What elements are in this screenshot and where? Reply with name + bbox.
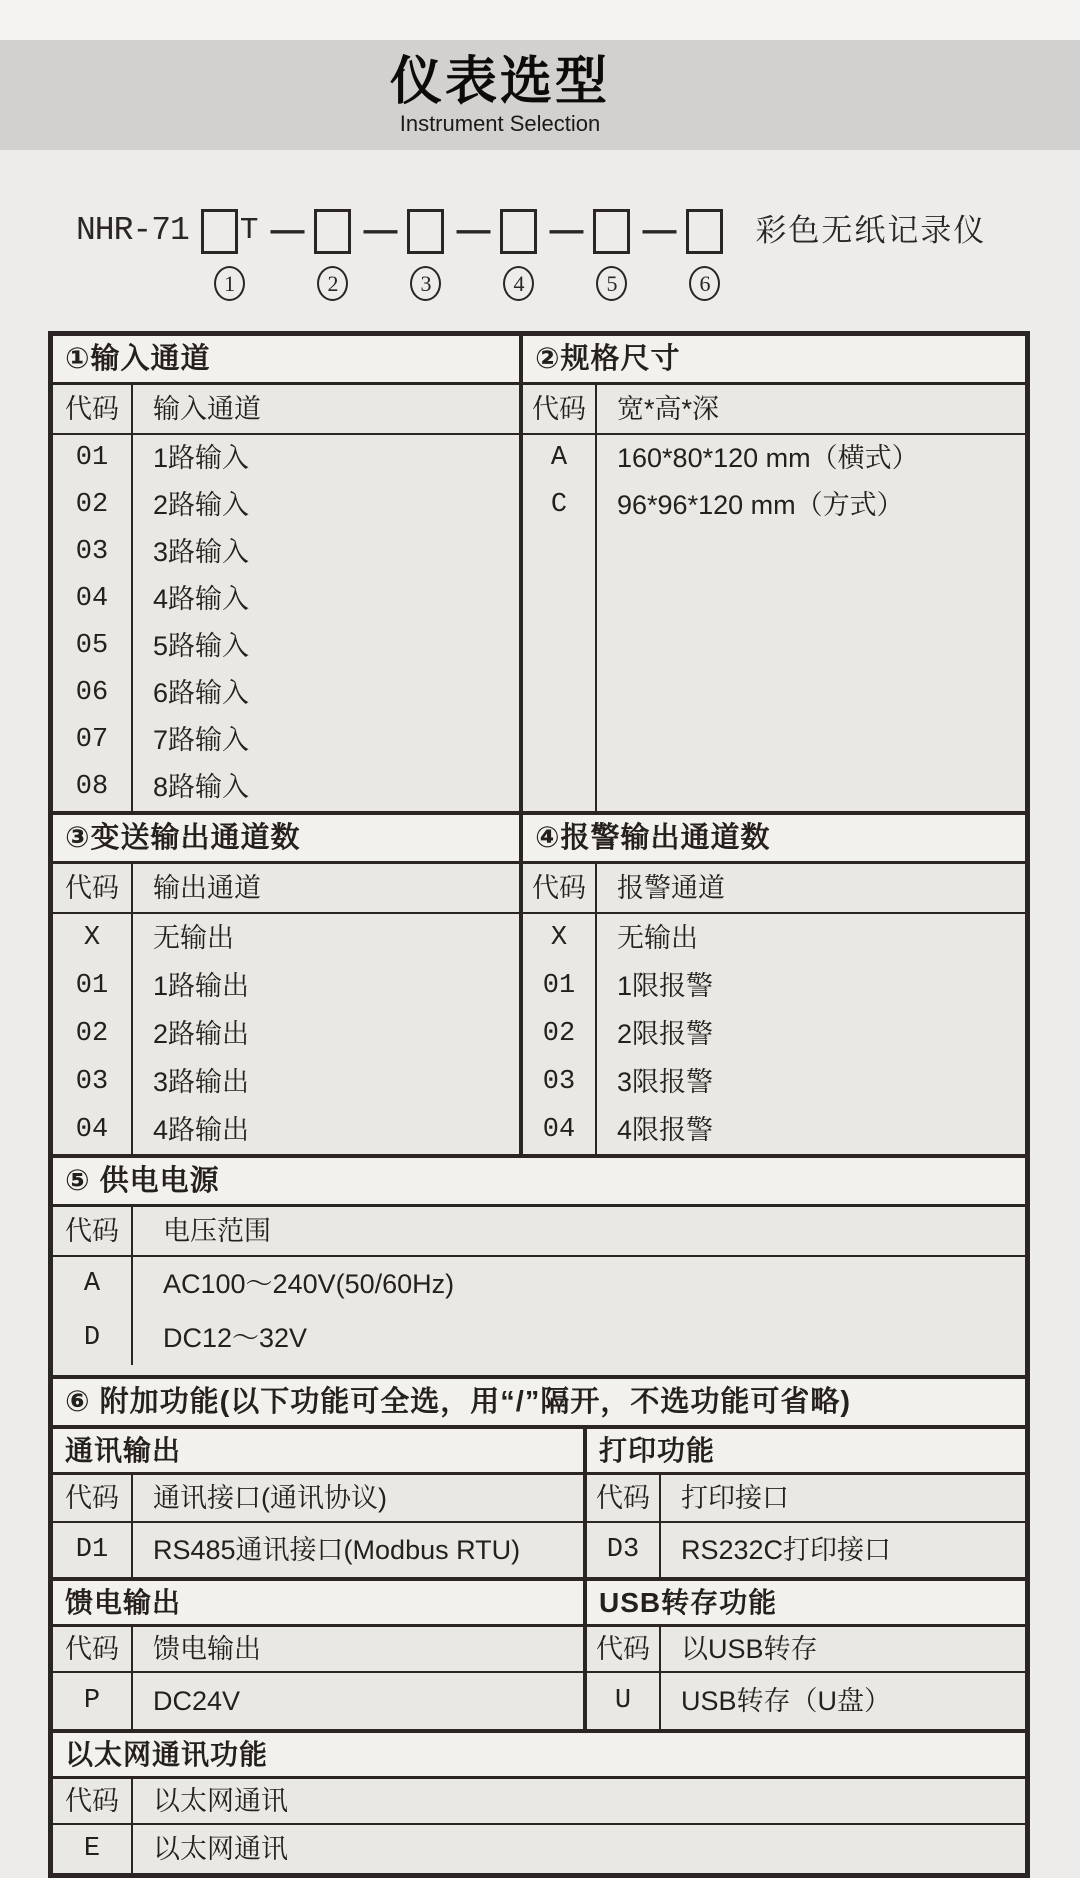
table-cell-code: 01 xyxy=(542,971,576,1001)
model-segment-6 xyxy=(686,208,723,301)
section-title-additional-functions: ⑥ 附加功能(以下功能可全选，用“/”隔开，不选功能可省略) xyxy=(53,1379,1025,1425)
table-cell-desc: 1路输出 xyxy=(153,971,250,1001)
table-cell-desc: 以太网通讯 xyxy=(153,1834,288,1864)
table-cell-desc: 4路输入 xyxy=(153,584,250,614)
table-cell-code: P xyxy=(83,1686,101,1716)
model-code-box-4 xyxy=(500,209,537,254)
table-cell-code: 03 xyxy=(75,537,109,567)
table-cell-code: 01 xyxy=(75,971,109,1001)
dash-separator: — xyxy=(549,211,582,249)
table-cell-desc: 5路输入 xyxy=(153,631,250,661)
table-cell-desc: 2路输出 xyxy=(153,1019,250,1049)
top-strip xyxy=(0,0,1080,40)
column-header-desc: 宽*高*深 xyxy=(617,394,720,424)
column-header-desc: 输入通道 xyxy=(153,394,261,424)
position-circle-3: 3 xyxy=(410,266,441,301)
table-cell-code: D1 xyxy=(75,1535,109,1565)
model-segment-4 xyxy=(500,208,537,301)
subsection-title-feed-output: 馈电输出 xyxy=(53,1581,583,1627)
table-cell-desc: USB转存（U盘） xyxy=(681,1686,892,1716)
data-comm-output xyxy=(53,1523,583,1577)
table-cell-desc: RS232C打印接口 xyxy=(681,1535,892,1565)
subsection-comm-output xyxy=(53,1429,587,1577)
table-cell-desc: AC100～240V(50/60Hz) xyxy=(163,1269,455,1299)
table-cell-desc: 2限报警 xyxy=(617,1019,714,1049)
subheader-alarm xyxy=(523,864,1025,914)
table-cell-desc: 3路输入 xyxy=(153,537,250,567)
subheader-dimensions xyxy=(523,385,1025,435)
subheader-feed xyxy=(53,1627,583,1673)
data-feed-output xyxy=(53,1673,583,1729)
table-cell-desc: 6路输入 xyxy=(153,678,250,708)
table-cell-desc: 3路输出 xyxy=(153,1067,250,1097)
position-circle-6: 6 xyxy=(689,266,720,301)
column-header-code: 代码 xyxy=(587,1475,661,1521)
model-segment-5 xyxy=(593,208,630,301)
table-cell-code: 04 xyxy=(75,1115,109,1145)
table-cell-desc: RS485通讯接口(Modbus RTU) xyxy=(153,1535,521,1565)
subsection-usb-function xyxy=(587,1581,1025,1729)
position-circle-4: 4 xyxy=(503,266,534,301)
subsection-title-print-function: 打印功能 xyxy=(587,1429,1025,1475)
table-cell-desc: 无输出 xyxy=(153,923,234,953)
table-cell-desc: 2路输入 xyxy=(153,490,250,520)
data-ethernet-function xyxy=(53,1825,1025,1873)
column-header-code: 代码 xyxy=(587,1627,661,1671)
table-cell-desc: 3限报警 xyxy=(617,1067,714,1097)
data-power-supply xyxy=(53,1257,1025,1375)
subsection-feed-output xyxy=(53,1581,587,1729)
section-alarm-output xyxy=(523,815,1025,1154)
column-header-desc: 以USB转存 xyxy=(681,1634,818,1664)
table-cell-code: U xyxy=(614,1686,632,1716)
table-cell-code: 01 xyxy=(75,443,109,473)
dash-separator: — xyxy=(270,211,303,249)
table-cell-code: 02 xyxy=(75,1019,109,1049)
table-cell-desc: 1限报警 xyxy=(617,971,714,1001)
subsection-title-comm-output: 通讯输出 xyxy=(53,1429,583,1475)
column-header-desc: 报警通道 xyxy=(617,873,725,903)
model-box1-suffix: T xyxy=(239,213,259,248)
position-circle-5: 5 xyxy=(596,266,627,301)
table-cell-code: 02 xyxy=(542,1019,576,1049)
subsection-title-ethernet-function: 以太网通讯功能 xyxy=(53,1733,1025,1779)
data-transmit-output xyxy=(53,914,519,1154)
section-additional-functions xyxy=(53,1375,1025,1425)
page-title: 仪表选型 xyxy=(389,52,610,111)
table-cell-code: 05 xyxy=(75,631,109,661)
table-cell-code: X xyxy=(83,923,101,953)
table-cell-code: D3 xyxy=(606,1535,640,1565)
section-input-channels xyxy=(53,336,523,811)
data-input-channels xyxy=(53,435,519,811)
table-cell-code: 04 xyxy=(542,1115,576,1145)
dash-separator: — xyxy=(456,211,489,249)
subheader-transmit xyxy=(53,864,519,914)
table-cell-desc: 4路输出 xyxy=(153,1115,250,1145)
column-header-code: 代码 xyxy=(53,1779,133,1823)
table-cell-desc: 7路输入 xyxy=(153,725,250,755)
column-header-code: 代码 xyxy=(523,864,597,912)
column-header-code: 代码 xyxy=(53,1627,133,1671)
model-code-box-6 xyxy=(686,209,723,254)
table-cell-desc: DC12～32V xyxy=(163,1323,308,1353)
table-cell-desc: 160*80*120 mm（横式） xyxy=(617,443,919,473)
model-segment-1 xyxy=(201,208,259,301)
table-cell-code: 08 xyxy=(75,772,109,802)
band-comm-and-print xyxy=(53,1425,1025,1577)
data-dimensions xyxy=(523,435,1025,811)
table-cell-code: 03 xyxy=(542,1067,576,1097)
table-cell-code: C xyxy=(550,490,568,520)
model-prefix: NHR-71 xyxy=(76,212,189,249)
column-header-desc: 通讯接口(通讯协议) xyxy=(153,1483,387,1513)
column-header-desc: 输出通道 xyxy=(153,873,261,903)
model-code-box-5 xyxy=(593,209,630,254)
column-header-code: 代码 xyxy=(53,385,133,433)
section-title-transmit-output: ③变送输出通道数 xyxy=(53,815,519,864)
column-header-desc: 电压范围 xyxy=(163,1216,271,1246)
position-circle-1: 1 xyxy=(214,266,245,301)
product-name: 彩色无纸记录仪 xyxy=(755,213,987,248)
data-usb-function xyxy=(587,1673,1025,1729)
model-code-box-1 xyxy=(201,209,238,254)
column-header-code: 代码 xyxy=(523,385,597,433)
column-header-code: 代码 xyxy=(53,1475,133,1521)
table-cell-code: A xyxy=(83,1269,101,1299)
subsection-title-usb-function: USB转存功能 xyxy=(587,1581,1025,1627)
model-segment-2 xyxy=(314,208,351,301)
table-cell-desc: 无输出 xyxy=(617,923,698,953)
section-power-supply xyxy=(53,1154,1025,1375)
subsection-ethernet-function xyxy=(53,1729,1025,1873)
table-cell-code: 03 xyxy=(75,1067,109,1097)
page-header-banner xyxy=(0,40,1080,150)
column-header-desc: 以太网通讯 xyxy=(153,1786,288,1816)
section-title-dimensions: ②规格尺寸 xyxy=(523,336,1025,385)
section-transmit-output xyxy=(53,815,523,1154)
section-dimensions xyxy=(523,336,1025,811)
model-segment-3 xyxy=(407,208,444,301)
section-title-input-channels: ①输入通道 xyxy=(53,336,519,385)
section-title-alarm-output: ④报警输出通道数 xyxy=(523,815,1025,864)
band-input-and-size xyxy=(53,336,1025,811)
data-print-function xyxy=(587,1523,1025,1577)
table-cell-code: A xyxy=(550,443,568,473)
column-header-desc: 打印接口 xyxy=(681,1483,789,1513)
selection-table xyxy=(48,331,1030,1878)
position-circle-2: 2 xyxy=(317,266,348,301)
subsection-print-function xyxy=(587,1429,1025,1577)
model-code-box-2 xyxy=(314,209,351,254)
table-cell-desc: 96*96*120 mm（方式） xyxy=(617,490,904,520)
table-cell-code: 06 xyxy=(75,678,109,708)
table-cell-desc: 8路输入 xyxy=(153,772,250,802)
data-alarm-output xyxy=(523,914,1025,1154)
section-title-power-supply: ⑤ 供电电源 xyxy=(53,1158,1025,1207)
dash-separator: — xyxy=(363,211,396,249)
band-feed-and-usb xyxy=(53,1577,1025,1729)
model-code-box-3 xyxy=(407,209,444,254)
column-header-desc: 馈电输出 xyxy=(153,1634,261,1664)
subheader-comm xyxy=(53,1475,583,1523)
subheader-ethernet xyxy=(53,1779,1025,1825)
band-transmit-and-alarm xyxy=(53,811,1025,1154)
dash-separator: — xyxy=(642,211,675,249)
table-cell-code: 07 xyxy=(75,725,109,755)
model-code-line xyxy=(76,208,1080,301)
subheader-print xyxy=(587,1475,1025,1523)
subheader-power xyxy=(53,1207,1025,1257)
column-header-code: 代码 xyxy=(53,1207,133,1255)
table-cell-code: 02 xyxy=(75,490,109,520)
subheader-usb xyxy=(587,1627,1025,1673)
column-header-code: 代码 xyxy=(53,864,133,912)
table-cell-desc: 4限报警 xyxy=(617,1115,714,1145)
table-cell-desc: DC24V xyxy=(153,1686,241,1716)
subheader-input xyxy=(53,385,519,435)
table-cell-desc: 1路输入 xyxy=(153,443,250,473)
table-cell-code: D xyxy=(83,1323,101,1353)
page-subtitle: Instrument Selection xyxy=(399,110,601,136)
table-cell-code: X xyxy=(550,923,568,953)
table-cell-code: 04 xyxy=(75,584,109,614)
table-cell-code: E xyxy=(83,1834,101,1864)
